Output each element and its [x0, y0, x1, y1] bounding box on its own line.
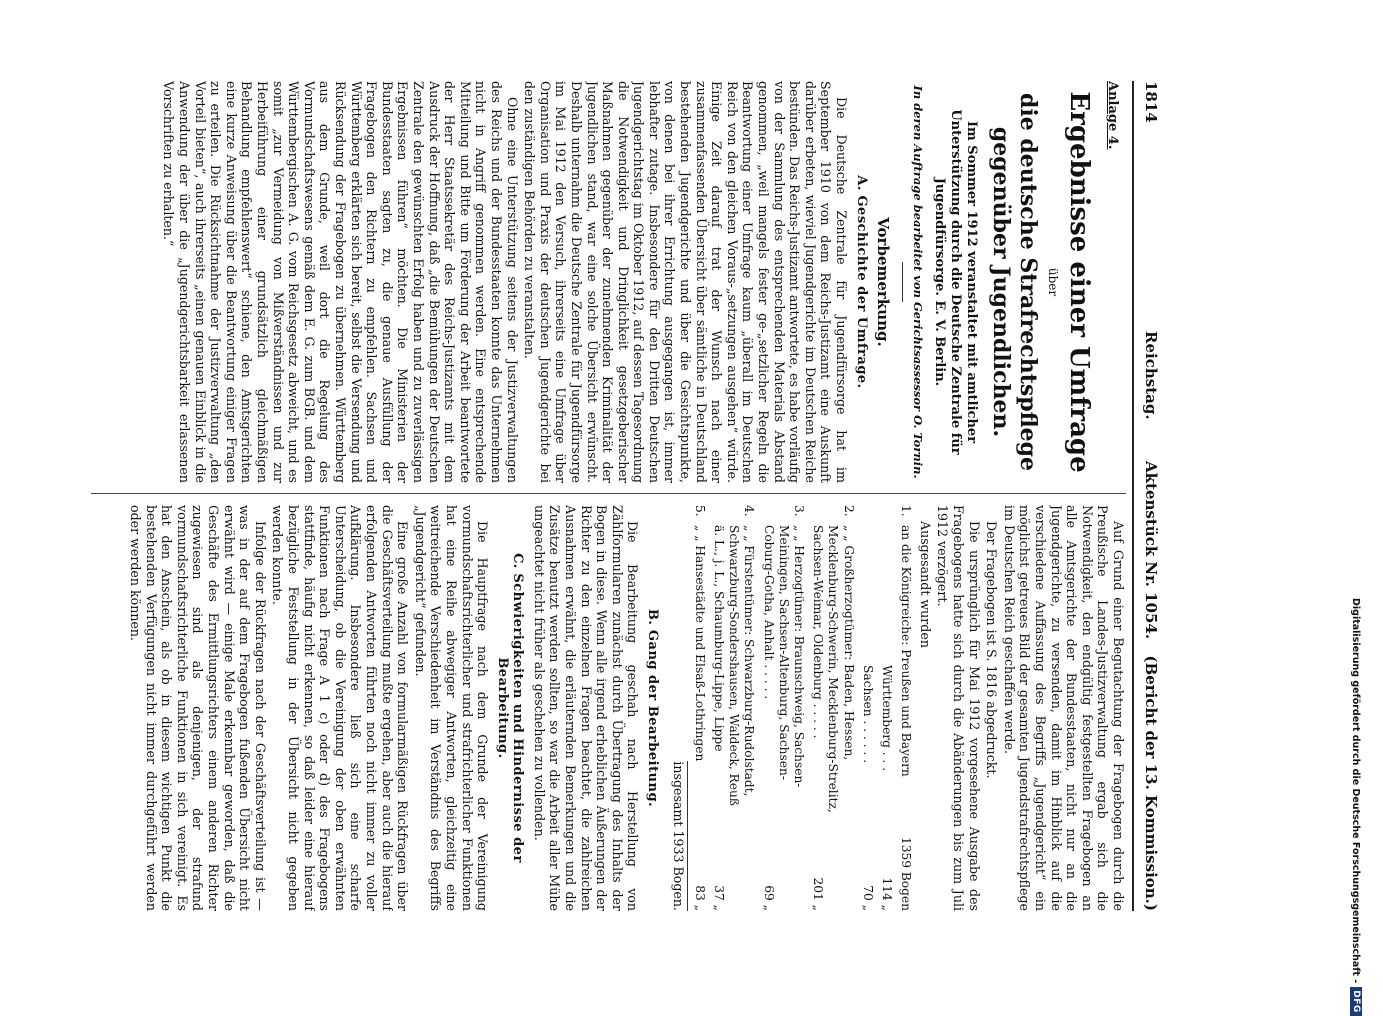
item-number: 1.: [899, 505, 914, 517]
item-label: „ „ Großherzogtümer: Baden, Hessen, Mecklenburg-Schwerin, Mecklenburg-Strelitz, Sachsen-Weimar, Oldenburg . . . . .: [811, 525, 856, 813]
paragraph: Die Deutsche Zentrale für Jugendfürsorge hat im September 1910 von dem Reichs-Justizamt eine Auskunft darüber erbeten, wieviel Jugendgerichte im Deutschen Reiche bestünden. Das Reichs-Justizamt antwortete, es habe vorläufig von der Sammlung des entsprechenden Materials Abstand genommen, „weil mangels fester ge-„setzlicher Regeln die Beantwortung einer Umfrage kaum „überall im Deutschen Reich von den gleichen Voraus-„setzungen ausgehen“ würde. Einige Zeit darauf trat der Wunsch nach einer zusammenfassenden Übersicht über sämtliche in Deutschland bestehenden Jugendgerichte und über die Gesichtspunkte, von denen bei ihrer Errichtung ausgegangen ist, immer lebhafter zutage. Insbesondere für den Dritten Deutschen Jugendgerichtstag im Oktober 1912, auf dessen Tagesordnung die Notwendigkeit und Dringlichkeit gesetzgeberischer Maßnahmen gegenüber der zunehmenden Kriminalität der Jugendlichen stand, war eine solche Übersicht erwünscht. Deshalb unternahm die Deutsche Zentrale für Jugendfürsorge im Mai 1912 den Versuch, ihrerseits eine Umfrage über Organisation und Praxis der deutschen Jugendgerichte bei den zuständigen Behörden zu veranstalten.: [522, 81, 850, 483]
paragraph: Ohne eine Unterstützung seitens der Justizverwaltungen des Reichs und der Bundesstaaten konnte das Unternehmen nicht in Angriff genommen werden. Eine entsprechende Mitteilung und Bitte um Förderung der Arbeit beantwortete der Herr Staatssekretär des Reichs-Justizamts mit dem Ausdruck der Hoffnung, daß „die Bemühungen der Deutschen Zentrale den gewünschten Erfolg haben und zu zuverlässigen Ergebnissen führen“ möchten. Die Ministerien der Bundesstaaten sagten zu, die genaue Ausfüllung der Fragebogen den Richtern zu empfehlen. Sachsen und Württemberg erklärten sich bereit, selbst die Versendung und Rücksendung der Fragebogen zu übernehmen. Württemberg aus dem Grunde, weil dort die Regelung des Vormundschaftswesens gemäß dem E. G. zum BGB. und dem Württembergischen A. G. vom Reichsgesetz abweicht, und es somit „zur Vermeidung von Mißverständnissen und zur Herbeiführung einer grundsätzlich gleichmäßigen Behandlung empfehlenswert“ schiene, den Amtsgerichten eine kurze Anweisung über die Beantwortung einiger Fragen zu erteilen. Die Rücksichtnahme der Justizverwaltung „den Vorteil bieten“, auch ihrerseits „einen genauen Einblick in die Anwendung der über die „Jugendgerichtsbarkeit erlassenen Vorschriften zu erhalten.“: [161, 81, 520, 483]
item-value: 201 „: [811, 877, 826, 911]
title-rule: [902, 262, 903, 302]
total-value: insgesamt 1933 Bogen.: [670, 761, 686, 911]
header-house: Reichstag.: [1142, 331, 1160, 420]
left-column: [91, 81, 1126, 483]
item-number: 4.: [742, 505, 757, 517]
document-title: Ergebnisse einer Umfrage: [1064, 91, 1095, 473]
item-label: Württemberg . . .: [880, 665, 895, 772]
paragraph: Infolge der Rückfragen nach der Geschäftsverteilung ist — was in der auf dem Fragebogen fußenden Übersicht nicht erwähnt wird — einige Male erkennbar geworden, daß die Geschäfte des Ermittlungsrichters einem anderen Richter zugewiesen sind als denjenigen, der strafund vormundschaftsrichterliche Funktionen in sich vereinigt. Es hat den Anschein, als ob in diesem wichtigen Punkt die bestehenden Verfügungen nicht immer durchgeführt werden oder werden können.: [128, 505, 268, 911]
item-value: 1359 Bogen: [899, 836, 914, 911]
credit-text: Digitalisierung gefördert durch die Deutsche Forschungsgemeinschaft -: [1350, 598, 1362, 984]
item-number: [860, 505, 875, 525]
heading-section-c: [494, 505, 525, 911]
paragraph: Die ursprünglich für Mai 1912 vorgesehene Ausgabe des Fragebogens hatte sich durch die Abänderungen bis zum Juli 1912 verzögert.: [935, 505, 982, 911]
section-b-letter: B.: [645, 608, 661, 626]
paragraph: Eine große Anzahl von formularmäßigen Rückfragen über die Geschäftsverteilung mußte ergehen, aber auch die hierauf erfolgenden Antworten führten noch nicht immer zu voller Aufklärung. Insbesondere ließ sich eine scharfe Unterscheidung, ob die Vereinigung der oben erwähnten Funktionen nach Frage A 1 c) oder d) des Fragebogens stattfinde, häufig nicht erkennen, so daß leider eine hierauf bezügliche Feststellung in der Übersicht nicht gegeben werden konnte.: [270, 505, 411, 911]
dfg-logo: DFG: [1350, 987, 1362, 1016]
paragraph: Der Fragebogen ist S. 1816 abgedruckt.: [984, 521, 1000, 779]
item-label: „ „ Hansestädte und Elsaß-Lothringen: [692, 525, 707, 762]
header-report: (Bericht der 13. Kommission.): [1142, 655, 1160, 911]
item-value: 83 „: [692, 885, 707, 911]
distribution-list: [692, 505, 914, 911]
heading-vorbemerkung: Vorbemerkung.: [874, 217, 893, 347]
section-c-letter: C.: [510, 553, 526, 569]
list-item: [760, 505, 806, 911]
heading-section-a: [853, 81, 869, 483]
section-b-title: Gang der Bearbeitung.: [645, 629, 661, 808]
list-item: [898, 505, 913, 911]
list-item: [692, 505, 707, 911]
item-label: „ „ Fürstentümer: Schwarzburg-Rudolstadt, Schwarzburg-Sondershausen, Waldeck, Reuß ä. L., j. L., Schaumburg-Lippe, Lippe: [712, 525, 757, 807]
section-a-title: Geschichte der Umfrage.: [853, 195, 869, 389]
section-c-title: Schwierigkeiten und Hindernisse der Bearbeitung.: [494, 573, 526, 863]
list-item: [879, 505, 894, 911]
document-page: [86, 81, 1164, 911]
paragraph: Auf Grund einer Begutachtung der Fragebogen durch die Preußische Landes-Justizverwaltung ergab sich die Notwendigkeit, den endgültig festgestellten Fragebogen an alle Amtsgerichte der Bundesstaaten, nicht nur an die Jugendgerichte, zu versenden, damit im Hinblick auf die verschiedene Auffassung des Begriffs „Jugendgericht“ ein möglichst getreues Bild der gesamten Jugendstrafrechtspflege im Deutschen Reich geschaffen werde.: [1001, 505, 1126, 911]
document-title-2: die deutsche Strafrechtspflege gegenüber Jugendlichen.: [987, 92, 1041, 471]
item-label: an die Königreiche: Preußen und Bayern: [899, 525, 914, 777]
document-subtitle: Im Sommer 1912 veranstaltet mit amtlicher Unterstützung durch die Deutsche Zentrale für Jugendfürsorge. E. V. Berlin.: [931, 109, 979, 455]
item-number: 2.: [841, 505, 856, 517]
distribution-total: [670, 505, 686, 911]
scanned-page: [86, 81, 1164, 911]
list-item: [711, 505, 757, 911]
heading-section-b: [644, 505, 660, 911]
list-item: [860, 505, 875, 911]
document-editor: In deren Auftrage bearbeitet von Gerichtsassessor O. Tornin.: [910, 85, 925, 479]
paragraph: Die Hauptfrage nach dem Grunde der Vereinigung vormundschaftsrichterlicher und strafrichterlicher Funktionen hat eine Reihe abwegiger Antworten, gleichzeitig eine weitreichende Verschiedenheit im Verständnis des Begriffs „Jugendgericht“ gefunden.: [412, 505, 491, 911]
section-a-letter: A.: [853, 175, 869, 191]
annex-label: Anlage 4.: [1105, 81, 1120, 150]
item-number: 3.: [792, 505, 807, 517]
paragraph: Ausgesandt wurden: [917, 521, 933, 648]
list-item: [810, 505, 856, 911]
header-document: Aktenstück Nr. 1054.: [1142, 461, 1160, 640]
item-value: 70 „: [860, 885, 875, 911]
right-column: [91, 505, 1126, 911]
paragraph: Die Bearbeitung geschah nach Herstellung von Zählformularen zunächst durch Übertragung des Inhalts der Bogen in diese. Wenn alle irgend erheblichen Äußerungen der Richter zu den einzelnen Fragen beachtet, die zahlreichen Ausnahmen erwähnt, die erläuternden Bemerkungen und die Zusätze benutzt werden sollten, so war die Arbeit aller Mühe ungeachtet nicht früher als geschehen zu vollenden.: [531, 505, 641, 911]
item-number: 5.: [692, 505, 707, 517]
item-value: 69 „: [761, 885, 776, 911]
column-divider: [91, 493, 1126, 494]
item-label: Sachsen . . . . . .: [860, 665, 875, 764]
page-header: [1132, 81, 1164, 911]
digitization-credit: [1346, 598, 1366, 1013]
item-value: 37 „: [712, 885, 727, 911]
page-number: 1814: [1142, 81, 1160, 123]
item-value: 114 „: [880, 877, 895, 911]
item-label: „ „ Herzogtümer: Braunschweig, Sachsen-Meiningen, Sachsen-Altenburg, Sachsen-Coburg-Gotha, Anhalt . . . . .: [761, 525, 807, 788]
item-number: [879, 505, 894, 525]
title-connector: über: [1046, 267, 1061, 297]
